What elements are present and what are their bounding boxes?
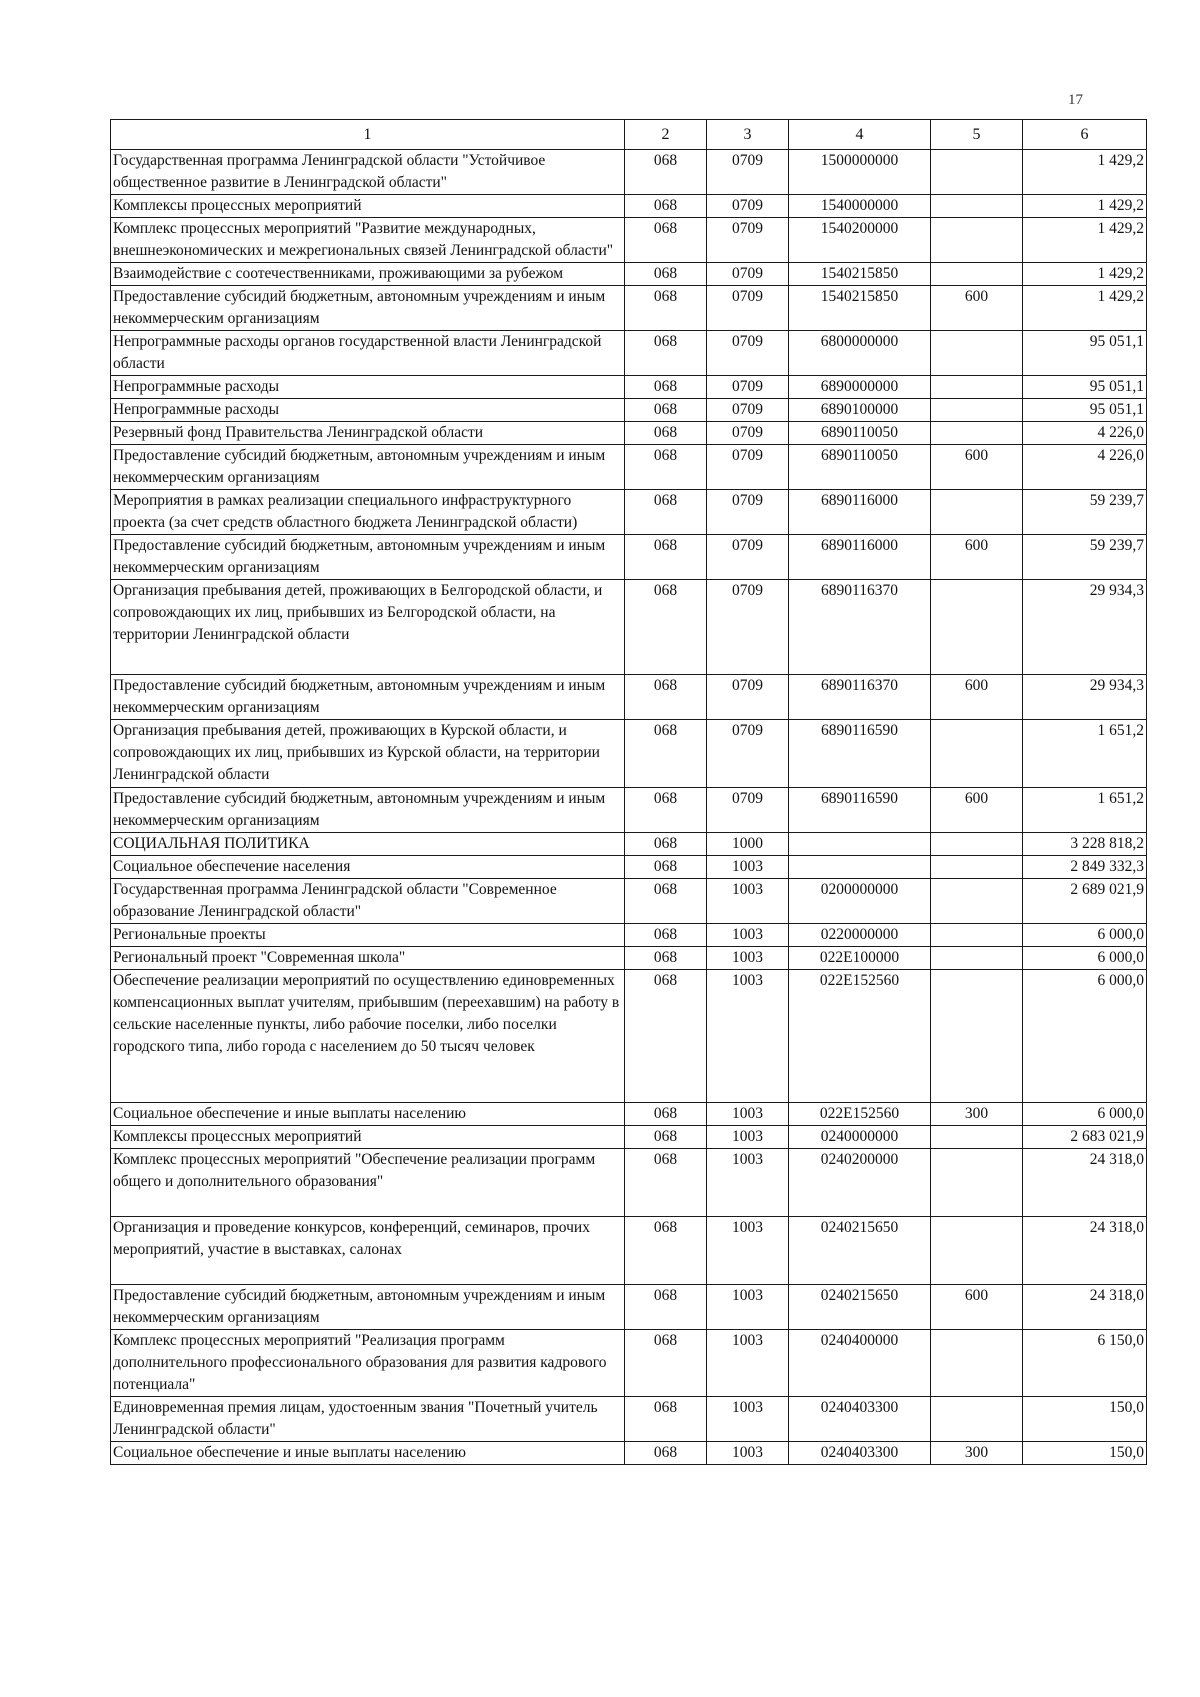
table-row [111, 195, 1147, 218]
row-section-code: 0709 [707, 399, 789, 422]
row-target-code: 6890116590 [789, 788, 931, 833]
row-amount: 24 318,0 [1023, 1285, 1147, 1330]
row-name: Социальное обеспечение и иные выплаты населению [111, 1442, 625, 1465]
table-row [111, 879, 1147, 924]
row-expense-type [931, 1397, 1023, 1442]
row-name: Организация пребывания детей, проживающих в Курской области, и сопровождающих их лиц, прибывших из Курской области, на территории Ленинградской области [111, 720, 625, 788]
row-name: Предоставление субсидий бюджетным, автономным учреждениям и иным некоммерческим организациям [111, 535, 625, 580]
row-amount: 1 429,2 [1023, 195, 1147, 218]
table-row [111, 924, 1147, 947]
row-name: Предоставление субсидий бюджетным, автономным учреждениям и иным некоммерческим организациям [111, 788, 625, 833]
row-name: Комплексы процессных мероприятий [111, 195, 625, 218]
row-amount: 24 318,0 [1023, 1149, 1147, 1217]
table-row [111, 1149, 1147, 1217]
row-ministry-code: 068 [625, 1397, 707, 1442]
row-ministry-code: 068 [625, 924, 707, 947]
row-ministry-code: 068 [625, 788, 707, 833]
row-name: Единовременная премия лицам, удостоенным звания "Почетный учитель Ленинградской области" [111, 1397, 625, 1442]
column-header: 5 [931, 120, 1023, 150]
row-amount: 150,0 [1023, 1397, 1147, 1442]
row-section-code: 1003 [707, 924, 789, 947]
row-amount: 4 226,0 [1023, 445, 1147, 490]
row-ministry-code: 068 [625, 947, 707, 970]
row-target-code: 0240400000 [789, 1330, 931, 1397]
row-expense-type: 600 [931, 1285, 1023, 1330]
row-section-code: 0709 [707, 580, 789, 675]
table-row [111, 1397, 1147, 1442]
row-section-code: 1003 [707, 856, 789, 879]
row-name: Непрограммные расходы [111, 376, 625, 399]
row-ministry-code: 068 [625, 879, 707, 924]
row-section-code: 1003 [707, 1149, 789, 1217]
row-ministry-code: 068 [625, 445, 707, 490]
row-ministry-code: 068 [625, 1126, 707, 1149]
row-name: Государственная программа Ленинградской области "Современное образование Ленинградской области" [111, 879, 625, 924]
row-expense-type [931, 947, 1023, 970]
row-expense-type [931, 833, 1023, 856]
row-name: Резервный фонд Правительства Ленинградской области [111, 422, 625, 445]
row-ministry-code: 068 [625, 856, 707, 879]
row-expense-type [931, 1330, 1023, 1397]
row-expense-type: 300 [931, 1103, 1023, 1126]
row-expense-type: 600 [931, 535, 1023, 580]
row-target-code: 0240215650 [789, 1285, 931, 1330]
table-row [111, 331, 1147, 376]
row-ministry-code: 068 [625, 833, 707, 856]
row-section-code: 1000 [707, 833, 789, 856]
row-section-code: 0709 [707, 445, 789, 490]
row-target-code: 1540215850 [789, 286, 931, 331]
row-expense-type [931, 150, 1023, 195]
row-ministry-code: 068 [625, 970, 707, 1103]
row-expense-type [931, 218, 1023, 263]
row-target-code: 6890000000 [789, 376, 931, 399]
row-section-code: 0709 [707, 720, 789, 788]
row-name: Комплекс процессных мероприятий "Развитие международных, внешнеэкономических и межрегиональных связей Ленинградской области" [111, 218, 625, 263]
row-amount: 3 228 818,2 [1023, 833, 1147, 856]
row-expense-type [931, 1126, 1023, 1149]
row-ministry-code: 068 [625, 399, 707, 422]
table-row [111, 788, 1147, 833]
row-section-code: 1003 [707, 970, 789, 1103]
row-ministry-code: 068 [625, 150, 707, 195]
row-target-code: 0240215650 [789, 1217, 931, 1285]
row-target-code: 6890110050 [789, 445, 931, 490]
row-target-code: 022E152560 [789, 970, 931, 1103]
row-target-code: 6800000000 [789, 331, 931, 376]
row-section-code: 1003 [707, 1103, 789, 1126]
row-target-code: 6890116590 [789, 720, 931, 788]
table-row [111, 286, 1147, 331]
row-ministry-code: 068 [625, 195, 707, 218]
row-amount: 6 000,0 [1023, 947, 1147, 970]
row-amount: 1 429,2 [1023, 150, 1147, 195]
row-ministry-code: 068 [625, 720, 707, 788]
table-row [111, 1126, 1147, 1149]
row-ministry-code: 068 [625, 376, 707, 399]
row-amount: 95 051,1 [1023, 399, 1147, 422]
row-amount: 1 429,2 [1023, 263, 1147, 286]
row-amount: 1 651,2 [1023, 788, 1147, 833]
row-name: Социальное обеспечение и иные выплаты населению [111, 1103, 625, 1126]
table-row [111, 856, 1147, 879]
row-expense-type: 600 [931, 675, 1023, 720]
row-name: Предоставление субсидий бюджетным, автономным учреждениям и иным некоммерческим организациям [111, 445, 625, 490]
table-row [111, 720, 1147, 788]
row-ministry-code: 068 [625, 331, 707, 376]
row-target-code: 1500000000 [789, 150, 931, 195]
table-row [111, 263, 1147, 286]
row-section-code: 1003 [707, 1330, 789, 1397]
row-target-code: 0220000000 [789, 924, 931, 947]
table-row [111, 399, 1147, 422]
row-target-code: 0240200000 [789, 1149, 931, 1217]
row-section-code: 1003 [707, 1397, 789, 1442]
row-name: Мероприятия в рамках реализации специального инфраструктурного проекта (за счет средств областного бюджета Ленинградской области) [111, 490, 625, 535]
page-number: 17 [1068, 92, 1083, 108]
row-name: Государственная программа Ленинградской области "Устойчивое общественное развитие в Ленинградской области" [111, 150, 625, 195]
row-name: Региональные проекты [111, 924, 625, 947]
row-amount: 4 226,0 [1023, 422, 1147, 445]
row-expense-type [931, 720, 1023, 788]
row-expense-type: 600 [931, 445, 1023, 490]
column-header: 1 [111, 120, 625, 150]
row-target-code: 6890110050 [789, 422, 931, 445]
row-expense-type [931, 399, 1023, 422]
column-header: 4 [789, 120, 931, 150]
row-expense-type [931, 924, 1023, 947]
row-target-code: 1540200000 [789, 218, 931, 263]
row-ministry-code: 068 [625, 675, 707, 720]
row-expense-type [931, 422, 1023, 445]
row-ministry-code: 068 [625, 1217, 707, 1285]
row-expense-type: 300 [931, 1442, 1023, 1465]
row-ministry-code: 068 [625, 580, 707, 675]
row-ministry-code: 068 [625, 535, 707, 580]
row-target-code: 6890116370 [789, 580, 931, 675]
row-expense-type [931, 490, 1023, 535]
row-ministry-code: 068 [625, 490, 707, 535]
table-row [111, 1103, 1147, 1126]
column-header: 2 [625, 120, 707, 150]
row-ministry-code: 068 [625, 1103, 707, 1126]
budget-table [110, 119, 1147, 1465]
row-section-code: 0709 [707, 286, 789, 331]
row-expense-type [931, 195, 1023, 218]
row-target-code: 022E152560 [789, 1103, 931, 1126]
row-section-code: 0709 [707, 263, 789, 286]
row-section-code: 1003 [707, 1285, 789, 1330]
row-amount: 24 318,0 [1023, 1217, 1147, 1285]
row-name: Непрограммные расходы органов государственной власти Ленинградской области [111, 331, 625, 376]
row-section-code: 0709 [707, 788, 789, 833]
table-row [111, 422, 1147, 445]
row-amount: 6 000,0 [1023, 1103, 1147, 1126]
table-row [111, 218, 1147, 263]
row-amount: 95 051,1 [1023, 331, 1147, 376]
table-row [111, 1217, 1147, 1285]
row-section-code: 1003 [707, 1126, 789, 1149]
row-name: Организация пребывания детей, проживающих в Белгородской области, и сопровождающих их лиц, прибывших из Белгородской области, на территории Ленинградской области [111, 580, 625, 675]
row-expense-type [931, 970, 1023, 1103]
row-section-code: 1003 [707, 1217, 789, 1285]
row-name: Обеспечение реализации мероприятий по осуществлению единовременных компенсационных выплат учителям, прибывшим (переехавшим) на работу в сельские населенные пункты, либо рабочие поселки, либо поселки городского типа, либо города с населением до 50 тысяч человек [111, 970, 625, 1103]
row-name: Непрограммные расходы [111, 399, 625, 422]
table-row [111, 675, 1147, 720]
row-section-code: 0709 [707, 218, 789, 263]
row-target-code: 6890116000 [789, 490, 931, 535]
table-row [111, 580, 1147, 675]
row-amount: 95 051,1 [1023, 376, 1147, 399]
row-target-code: 6890100000 [789, 399, 931, 422]
row-target-code: 6890116370 [789, 675, 931, 720]
row-amount: 150,0 [1023, 1442, 1147, 1465]
row-name: Комплекс процессных мероприятий "Обеспечение реализации программ общего и дополнительного образования" [111, 1149, 625, 1217]
table-row [111, 1442, 1147, 1465]
row-section-code: 0709 [707, 535, 789, 580]
column-header: 6 [1023, 120, 1147, 150]
row-ministry-code: 068 [625, 286, 707, 331]
row-name: СОЦИАЛЬНАЯ ПОЛИТИКА [111, 833, 625, 856]
column-header: 3 [707, 120, 789, 150]
row-target-code: 0240403300 [789, 1397, 931, 1442]
table-row [111, 947, 1147, 970]
row-amount: 59 239,7 [1023, 535, 1147, 580]
row-section-code: 0709 [707, 422, 789, 445]
row-expense-type: 600 [931, 788, 1023, 833]
row-name: Организация и проведение конкурсов, конференций, семинаров, прочих мероприятий, участие в выставках, салонах [111, 1217, 625, 1285]
row-ministry-code: 068 [625, 1330, 707, 1397]
row-section-code: 0709 [707, 675, 789, 720]
table-row [111, 970, 1147, 1103]
row-section-code: 1003 [707, 879, 789, 924]
row-name: Предоставление субсидий бюджетным, автономным учреждениям и иным некоммерческим организациям [111, 286, 625, 331]
header-row [111, 120, 1147, 150]
row-amount: 1 429,2 [1023, 286, 1147, 331]
table-row [111, 1285, 1147, 1330]
row-expense-type [931, 263, 1023, 286]
table-row [111, 445, 1147, 490]
table-row [111, 1330, 1147, 1397]
row-ministry-code: 068 [625, 263, 707, 286]
table-row [111, 535, 1147, 580]
table-row [111, 833, 1147, 856]
row-amount: 1 429,2 [1023, 218, 1147, 263]
row-section-code: 1003 [707, 947, 789, 970]
row-amount: 6 000,0 [1023, 924, 1147, 947]
row-name: Предоставление субсидий бюджетным, автономным учреждениям и иным некоммерческим организациям [111, 1285, 625, 1330]
row-expense-type [931, 376, 1023, 399]
table-row [111, 376, 1147, 399]
row-target-code: 1540000000 [789, 195, 931, 218]
row-section-code: 0709 [707, 150, 789, 195]
row-name: Комплекс процессных мероприятий "Реализация программ дополнительного профессионального образования для развития кадрового потенциала" [111, 1330, 625, 1397]
row-ministry-code: 068 [625, 1149, 707, 1217]
row-expense-type [931, 1149, 1023, 1217]
row-expense-type [931, 879, 1023, 924]
row-target-code: 6890116000 [789, 535, 931, 580]
row-section-code: 0709 [707, 195, 789, 218]
table-row [111, 150, 1147, 195]
row-expense-type [931, 856, 1023, 879]
row-amount: 2 689 021,9 [1023, 879, 1147, 924]
row-amount: 2 683 021,9 [1023, 1126, 1147, 1149]
row-target-code [789, 833, 931, 856]
row-name: Социальное обеспечение населения [111, 856, 625, 879]
row-target-code [789, 856, 931, 879]
row-target-code: 1540215850 [789, 263, 931, 286]
row-amount: 29 934,3 [1023, 580, 1147, 675]
row-expense-type: 600 [931, 286, 1023, 331]
row-name: Предоставление субсидий бюджетным, автономным учреждениям и иным некоммерческим организациям [111, 675, 625, 720]
row-name: Региональный проект "Современная школа" [111, 947, 625, 970]
table-row [111, 490, 1147, 535]
row-ministry-code: 068 [625, 1285, 707, 1330]
row-target-code: 0240403300 [789, 1442, 931, 1465]
row-target-code: 0200000000 [789, 879, 931, 924]
row-amount: 6 000,0 [1023, 970, 1147, 1103]
row-amount: 6 150,0 [1023, 1330, 1147, 1397]
row-section-code: 0709 [707, 331, 789, 376]
row-section-code: 0709 [707, 490, 789, 535]
row-amount: 2 849 332,3 [1023, 856, 1147, 879]
row-section-code: 0709 [707, 376, 789, 399]
row-ministry-code: 068 [625, 422, 707, 445]
row-expense-type [931, 1217, 1023, 1285]
row-name: Взаимодействие с соотечественниками, проживающими за рубежом [111, 263, 625, 286]
row-amount: 29 934,3 [1023, 675, 1147, 720]
row-ministry-code: 068 [625, 218, 707, 263]
row-section-code: 1003 [707, 1442, 789, 1465]
row-target-code: 0240000000 [789, 1126, 931, 1149]
row-target-code: 022E100000 [789, 947, 931, 970]
row-name: Комплексы процессных мероприятий [111, 1126, 625, 1149]
row-expense-type [931, 580, 1023, 675]
row-amount: 1 651,2 [1023, 720, 1147, 788]
row-ministry-code: 068 [625, 1442, 707, 1465]
row-expense-type [931, 331, 1023, 376]
row-amount: 59 239,7 [1023, 490, 1147, 535]
